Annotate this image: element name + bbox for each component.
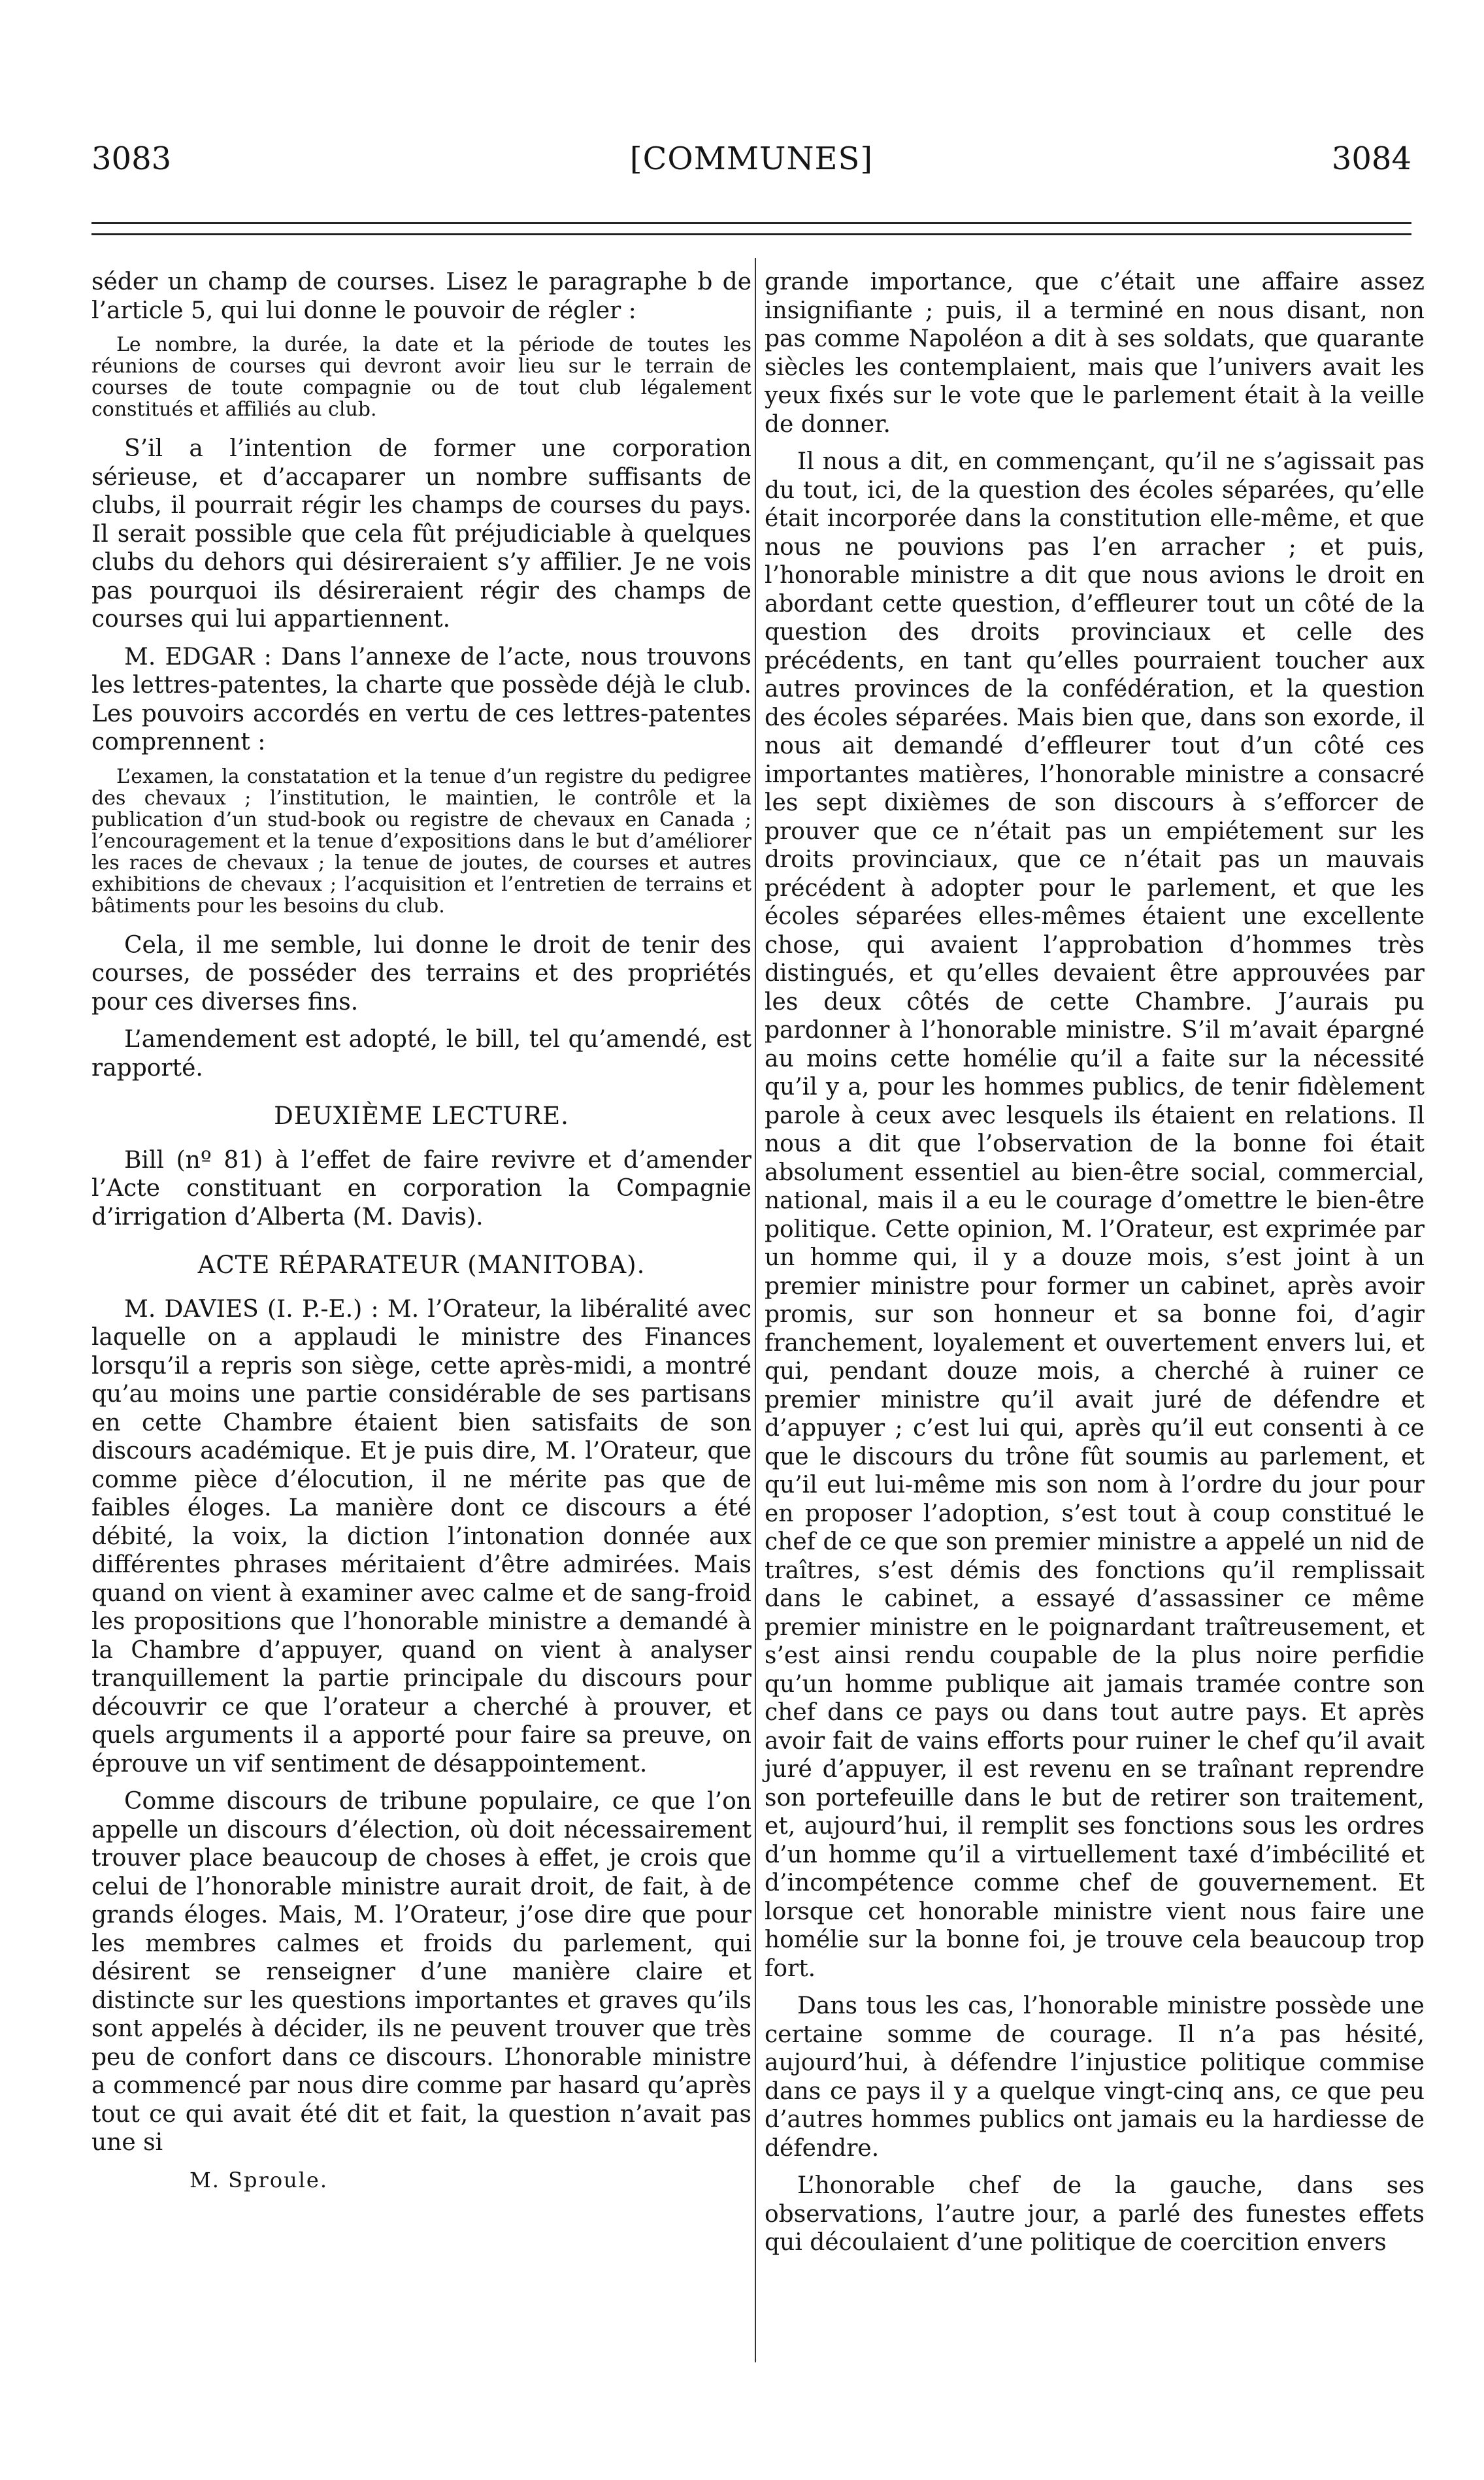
- paragraph: séder un champ de courses. Lisez le paragraphe b de l’article 5, qui lui donne le pouvoir de régler :: [91, 269, 751, 324]
- column-divider: [755, 258, 756, 2362]
- paragraph: Comme discours de tribune populaire, ce que l’on appelle un discours d’élection, où doit nécessairement trouver place beaucoup de choses à effet, je crois que celui de l’honorable ministre aurait droit, de fait, à de grands éloges. Mais, M. l’Orateur, j’ose dire que pour les membres calmes et froids du parlement, qui désirent se renseigner d’une manière claire et distincte sur les questions importantes et graves qu’ils sont appelés à décider, ils ne peuvent trouver que très peu de confort dans ce discours. L’honorable ministre a commencé par nous dire comme par hasard qu’après tout ce qui avait été dit et fait, la question n’avait pas une si: [91, 1788, 751, 2156]
- header-rule-bottom: [91, 233, 1411, 235]
- page-header: [91, 141, 1411, 199]
- left-column: [91, 268, 751, 2194]
- quoted-clause: L’examen, la constatation et la tenue d’un registre du pedigree des chevaux ; l’institution, le maintien, le contrôle et la publication d’un stud-book ou registre de chevaux en Canada ; l’encouragement et la tenue d’expositions dans le but d’améliorer les races de chevaux ; la tenue de joutes, de courses et autres exhibitions de chevaux ; l’acquisition et l’entretien de terrains et bâtiments pour les besoins du club.: [91, 765, 751, 918]
- paragraph: Cela, il me semble, lui donne le droit de tenir des courses, de posséder des terrains et des propriétés pour ces diverses fins.: [91, 931, 751, 1016]
- paragraph: M. EDGAR : Dans l’annexe de l’acte, nous trouvons les lettres-patentes, la charte que possède déjà le club. Les pouvoirs accordés en vertu de ces lettres-patentes comprennent :: [91, 643, 751, 755]
- paragraph: M. DAVIES (I. P.-E.) : M. l’Orateur, la libéralité avec laquelle on a applaudi le ministre des Finances lorsqu’il a repris son siège, cette après-midi, a montré qu’au moins une partie considérable de ses partisans en cette Chambre étaient bien satisfaits de son discours académique. Et je puis dire, M. l’Orateur, que comme pièce d’élocution, il ne mérite pas que de faibles éloges. La manière dont ce discours a été débité, la voix, la diction l’intonation donnée aux différentes phrases méritaient d’être admirées. Mais quand on vient à examiner avec calme et de sang-froid les propositions que l’honorable ministre a demandé à la Chambre d’appuyer, quand on vient à analyser tranquillement la partie principale du discours pour découvrir ce que l’orateur a cherché à prouver, et quels arguments il a apporté pour faire sa preuve, on éprouve un vif sentiment de désappointement.: [91, 1295, 751, 1777]
- page-number-left: 3083: [91, 141, 172, 177]
- right-column: [765, 268, 1425, 2266]
- paragraph: S’il a l’intention de former une corporation sérieuse, et d’accaparer un nombre suffisants de clubs, il pourrait régir les champs de courses du pays. Il serait possible que cela fût préjudiciable à quelques clubs du dehors qui désireraient s’y affilier. Je ne vois pas pourquoi ils désireraient régir des champs de courses qui lui appartiennent.: [91, 435, 751, 633]
- page-signature: M. Sproule.: [190, 2167, 329, 2192]
- paragraph: grande importance, que c’était une affaire assez insignifiante ; puis, il a terminé en nous disant, non pas comme Napoléon a dit à ses soldats, que quarante siècles les contemplaient, mais que l’univers avait les yeux fixés sur le vote que le parlement était à la veille de donner.: [765, 269, 1425, 438]
- page-title: [COMMUNES]: [629, 141, 874, 177]
- paragraph: Bill (nº 81) à l’effet de faire revivre et d’amender l’Acte constituant en corporation la Compagnie d’irrigation d’Alberta (M. Davis).: [91, 1146, 751, 1231]
- section-heading: DEUXIÈME LECTURE.: [274, 1102, 569, 1130]
- page-number-right: 3084: [1331, 141, 1411, 177]
- paragraph: Il nous a dit, en commençant, qu’il ne s’agissait pas du tout, ici, de la question des écoles séparées, qu’elle était incorporée dans la constitution elle-même, et que nous ne pouvions pas l’en arracher ; et puis, l’honorable ministre a dit que nous avions le droit en abordant cette question, d’effleurer tout un côté de la question des droits provinciaux et celle des précédents, en tant qu’elles pourraient toucher aux autres provinces de la confédération, et la question des écoles séparées. Mais bien que, dans son exorde, il nous ait demandé d’effleurer tout d’un côté ces importantes matières, l’honorable ministre a consacré les sept dixièmes de son discours à s’efforcer de prouver que ce n’était pas un empiétement sur les droits provinciaux, que ce n’était pas un mauvais précédent à adopter pour le parlement, et que les écoles séparées elles-mêmes étaient une excellente chose, qui avaient l’approbation d’hommes très distingués, et qu’elles devaient être approuvées par les deux côtés de cette Chambre. J’aurais pu pardonner à l’honorable ministre. S’il m’avait épargné au moins cette homélie qu’il a faite sur la nécessité qu’il y a, pour les hommes publics, de tenir fidèlement parole à ceux avec lesquels ils étaient en relations. Il nous a dit que l’observation de la bonne foi était absolument essentiel au bien-être social, commercial, national, mais il a eu le courage d’omettre le bien-être politique. Cette opinion, M. l’Orateur, est exprimée par un homme qui, il y a douze mois, s’est joint à un premier ministre pour former un cabinet, après avoir promis, sur son honneur et sa bonne foi, d’agir franchement, loyalement et ouvertement envers lui, et qui, pendant douze mois, a cherché à ruiner ce premier ministre qu’il avait juré de défendre et d’appuyer ; c’est lui qui, après qu’il eut consenti à ce que le discours du trône fût soumis au parlement, et qu’il eut lui-même mis son nom à l’ordre du jour pour en proposer l’adoption, s’est tout à coup constitué le chef de ce que son premier ministre a appelé un nid de traîtres, s’est démis des fonctions qu’il remplissait dans le cabinet, a essayé d’assassiner ce même premier ministre en le poignardant traîtreusement, et s’est ainsi rendu coupable de la plus noire perfidie qu’un homme publique ait jamais tramée contre son chef dans ce pays ou dans tout autre pays. Et après avoir fait de vains efforts pour ruiner le chef qu’il avait juré d’appuyer, il est revenu en se traînant reprendre son portefeuille dans le but de retirer son traitement, et, aujourd’hui, il remplit ses fonctions sous les ordres d’un homme qu’il a virtuellement taxé d’imbécilité et d’incompétence comme chef de gouvernement. Et lorsque cet honorable ministre vient nous faire une homélie sur la bonne foi, je trouve cela beaucoup trop fort.: [765, 448, 1425, 1982]
- quoted-clause: Le nombre, la durée, la date et la période de toutes les réunions de courses qui devront avoir lieu sur le terrain de courses de toute compagnie ou de tout club légalement constitués et affiliés au club.: [91, 333, 751, 421]
- section-heading: ACTE RÉPARATEUR (MANITOBA).: [197, 1251, 646, 1279]
- paragraph: Dans tous les cas, l’honorable ministre possède une certaine somme de courage. Il n’a pas hésité, aujourd’hui, à défendre l’injustice politique commise dans ce pays il y a quelque vingt-cinq ans, ce que peu d’autres hommes publics ont jamais eu la hardiesse de défendre.: [765, 1992, 1425, 2162]
- paragraph: L’amendement est adopté, le bill, tel qu’amendé, est rapporté.: [91, 1026, 751, 1082]
- paragraph: L’honorable chef de la gauche, dans ses observations, l’autre jour, a parlé des funestes effets qui découlaient d’une politique de coercition envers: [765, 2172, 1425, 2256]
- header-rule-top: [91, 222, 1411, 224]
